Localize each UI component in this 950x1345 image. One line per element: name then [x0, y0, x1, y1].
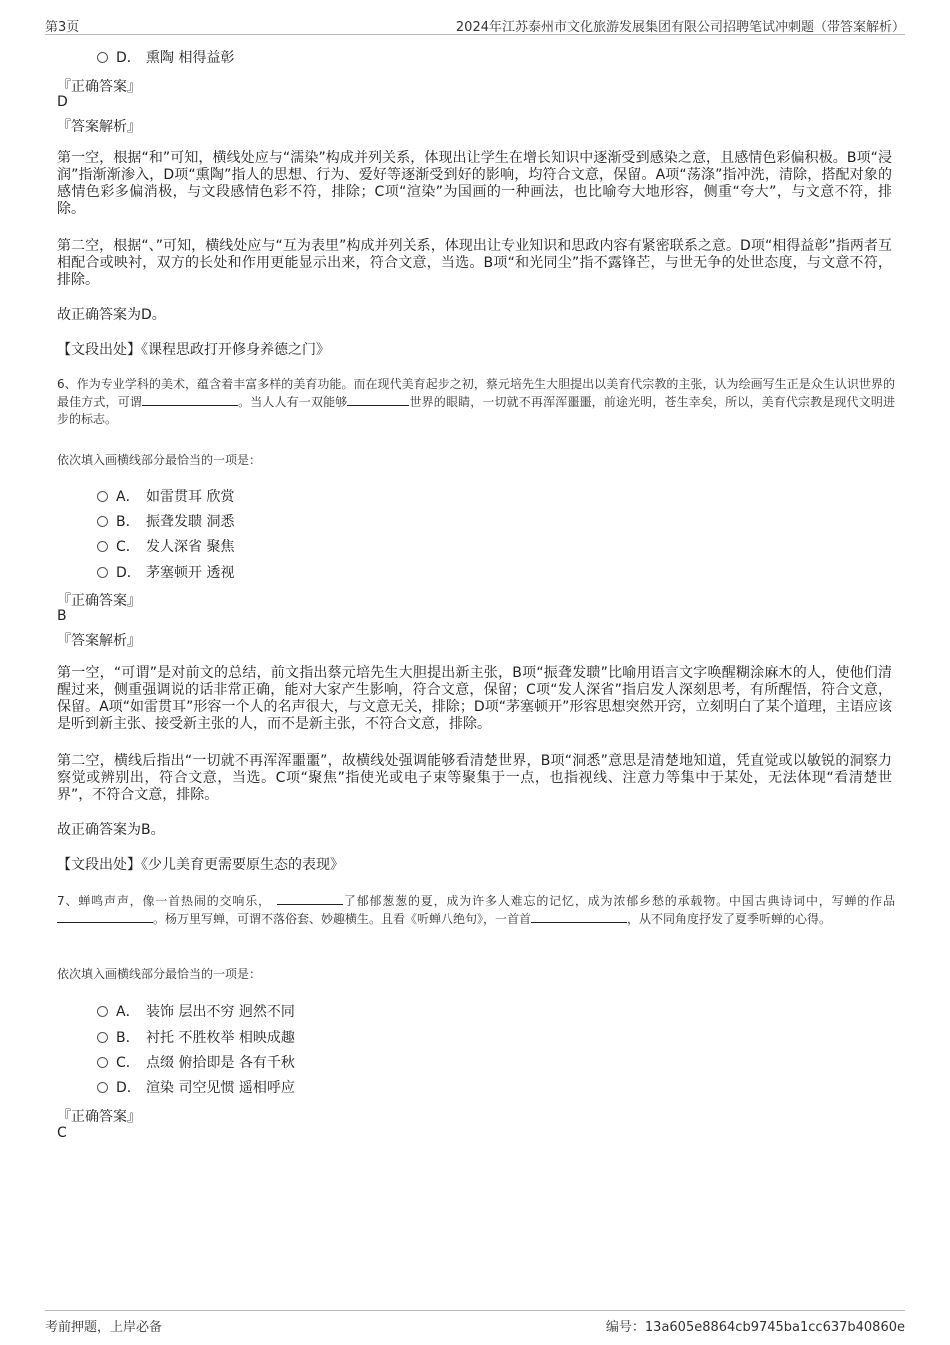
q7-option-d[interactable]: D． 渲染 司空见惯 遥相呼应 [97, 1077, 295, 1097]
analysis-paragraph: 第二空，横线后指出“一切就不再浑浑噩噩”，故横线处强调能够看清楚世界，B项“洞悉”意思是清楚地知道，凭直觉或以敏锐的洞察力察觉或辨别出，符合文意，当选。C项“聚焦”指使光或电子束等聚集于一点，也指视线、注意力等集中于某处，无法体现“看清楚世界”，不符合文意，排除。 [57, 753, 892, 803]
footer-slogan: 考前押题，上岸必备 [45, 1320, 163, 1335]
page-footer [45, 1310, 905, 1335]
radio-icon[interactable] [97, 541, 108, 552]
blank [57, 910, 153, 923]
radio-icon[interactable] [97, 1006, 108, 1017]
conclusion: 故正确答案为B。 [57, 822, 165, 838]
answer-label: 『正确答案』 [57, 1109, 141, 1125]
answer-value: C [57, 1125, 67, 1141]
question-prompt: 依次填入画横线部分最恰当的一项是： [57, 967, 262, 981]
question-text: 7、蝉鸣声声，像一首热闹的交响乐， 了郁郁葱葱的夏，成为许多人难忘的记忆，成为浓郁乡愁的承载物。中国古典诗词中，写蝉的作品。杨万里写蝉，可谓不落俗套、妙趣横生。且看《听蝉八绝句》，一首首 ，从不同角度抒发了夏季听蝉的心得。 [57, 894, 895, 926]
q6-option-a[interactable]: A． 如雷贯耳 欣赏 [97, 486, 234, 506]
blank [142, 393, 238, 406]
q6-option-b[interactable]: B． 振聋发聩 洞悉 [97, 511, 234, 531]
document-code: 编号：13a605e8864cb9745ba1cc637b40860e [605, 1320, 905, 1335]
answer-label: 『正确答案』 [57, 593, 141, 609]
document-title: 2024年江苏泰州市文化旅游发展集团有限公司招聘笔试冲刺题（带答案解析） [455, 20, 905, 35]
analysis-paragraph: 第二空，根据“、”可知，横线处应与“互为表里”构成并列关系，体现出让专业知识和思政内容有紧密联系之意。D项“相得益彰”指两者互相配合或映衬，双方的长处和作用更能显示出来，符合文意，当选。B项“和光同尘”指不露锋芒，与世无争的处世态度，与文意不符，排除。 [57, 238, 892, 288]
q7-option-b[interactable]: B． 衬托 不胜枚举 相映成趣 [97, 1027, 295, 1047]
blank [531, 910, 627, 923]
analysis-label: 『答案解析』 [57, 119, 141, 135]
analysis-paragraph: 第一空，“可谓”是对前文的总结，前文指出蔡元培先生大胆提出新主张，B项“振聋发聩”比喻用语言文字唤醒糊涂麻木的人，使他们清醒过来，侧重强调说的话非常正确，能对大家产生影响，符合文意，保留；C项“发人深省”指启发人深刻思考，有所醒悟，符合文意，保留。A项“如雷贯耳”形容一个人的名声很大，与文意无关，排除；D项“茅塞顿开”形容思想突然开窍，立刻明白了某个道理，主语应该是听到新主张、接受新主张的人，而不是新主张，不符合文意，排除。 [57, 665, 892, 732]
source-citation: 【文段出处】《课程思政打开修身养德之门》 [57, 342, 330, 358]
answer-value: D [57, 94, 68, 110]
radio-icon[interactable] [97, 1082, 108, 1093]
radio-icon[interactable] [97, 567, 108, 578]
q7-option-c[interactable]: C． 点缀 俯拾即是 各有千秋 [97, 1052, 295, 1072]
radio-icon[interactable] [97, 52, 108, 63]
radio-icon[interactable] [97, 1032, 108, 1043]
page-header [45, 14, 905, 35]
radio-icon[interactable] [97, 491, 108, 502]
question-prompt: 依次填入画横线部分最恰当的一项是： [57, 453, 262, 467]
q5-option-d[interactable]: D． 熏陶 相得益彰 [97, 47, 234, 67]
q6-option-c[interactable]: C． 发人深省 聚焦 [97, 536, 234, 556]
blank [277, 892, 343, 905]
analysis-paragraph: 第一空，根据“和”可知，横线处应与“濡染”构成并列关系，体现出让学生在增长知识中逐渐受到感染之意，且感情色彩偏积极。B项“浸润”指渐渐渗入，D项“熏陶”指人的思想、行为、爱好等逐渐受到好的影响，均符合文意，保留。A项“荡涤”指冲洗，清除，搭配对象的感情色彩多偏消极，与文段感情色彩不符，排除；C项“渲染”为国画的一种画法，也比喻夸大地形容，侧重“夸大”，与文意不符，排除。 [57, 150, 892, 217]
q7-option-a[interactable]: A． 装饰 层出不穷 迥然不同 [97, 1001, 295, 1021]
radio-icon[interactable] [97, 1057, 108, 1068]
radio-icon[interactable] [97, 516, 108, 527]
answer-value: B [57, 608, 67, 624]
source-citation: 【文段出处】《少儿美育更需要原生态的表现》 [57, 857, 344, 873]
analysis-label: 『答案解析』 [57, 633, 141, 649]
conclusion: 故正确答案为D。 [57, 307, 166, 323]
page-number: 第3页 [45, 20, 80, 35]
q6-option-d[interactable]: D． 茅塞顿开 透视 [97, 562, 234, 582]
question-text: 6、作为专业学科的美术，蕴含着丰富多样的美育功能。而在现代美育起步之初，蔡元培先生大胆提出以美育代宗教的主张，认为绘画写生正是众生认识世界的最佳方式，可谓 。当人人有一双能够 世界的眼睛，一切就不再浑浑噩噩，前途光明，苍生幸矣，所以，美育代宗教是现代文明进步的标志。 [57, 377, 895, 426]
blank [347, 393, 409, 406]
answer-label: 『正确答案』 [57, 79, 141, 95]
